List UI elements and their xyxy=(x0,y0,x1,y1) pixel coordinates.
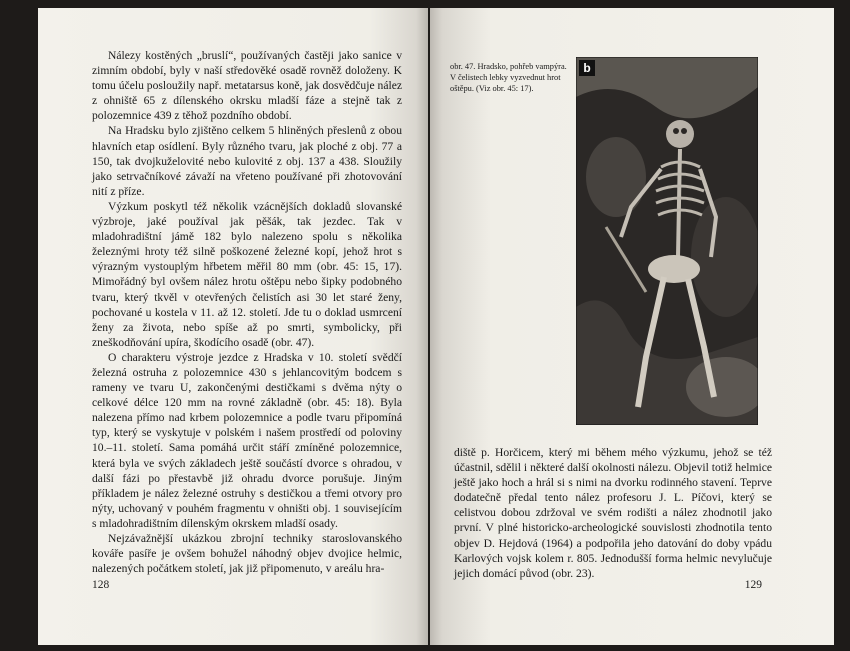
page-number: 128 xyxy=(92,579,110,591)
right-page-text xyxy=(454,445,772,581)
left-page xyxy=(38,8,428,645)
page-number: 129 xyxy=(744,579,762,591)
paragraph: Nálezy kostěných „bruslí“, používaných častěji jako sanice v zimním období, byly v naší středověké osadě rovněž doloženy. K tomu účelu posloužily např. metatarsus koně, jak dosvědčuje nález z ohniště 65 z dílenského okrsku mladší fáze a stejně tak z polozemnice 439 z těhož pozdního období. xyxy=(92,49,402,123)
paragraph: diště p. Horčicem, který mi během mého výzkumu, jehož se též účastnil, sdělil i některé další okolnosti nálezu. Objevil totiž helmice ještě jako hoch a hrál si s nimi na dvorku rodinného stavení. Teprve dodatečně předal tento nález profesoru J. L. Píčovi, který se celistvou dobou zdržoval ve svém rodišti a nález zhodnotil jako první. V plné historicko-archeologické souvislosti zhodnotila tento objev D. Hejdová (1964) a podpořila jeho datování do doby vpádu Karlových vojsk kolem r. 805. Jednodušší forma helmic nevylučuje jejich domácí původ (obr. 23). xyxy=(454,446,772,580)
photo-label: b xyxy=(579,60,595,76)
skeleton-illustration xyxy=(576,57,758,425)
right-page xyxy=(430,8,834,645)
paragraph: Nejzávažnější ukázkou zbrojní techniky staroslovanského kováře pasíře je ovšem bohužel náhodný objev dvojice helmic, nalezených počátkem století, jak již připomenuto, v areálu hra- xyxy=(92,532,402,576)
paragraph: O charakteru výstroje jezdce z Hradska v 10. století svědčí železná ostruha z polozemnice 430 s jehlancovitým bodcem s rameny ve tvaru U, zakončenými destičkami s dvěma nýty o celkové délce 120 mm na rovné základně (obr. 45: 18). Byla nalezena přímo nad krbem polozemnice a podle tvaru připomíná typ, který se vyskytuje v polském i našem prostředí od poloviny 10.–11. století. Sama pomáhá určit stáří zmíněné polozemnice, která byla ve svých základech ještě součástí dvorce s ohradou, v další fázi po přestavbě již ohradu dvorce porušuje. Jiným příkladem je nález železné ostruhy s destičkou a třemi otvory pro nýty, uchovaný v pouhém fragmentu v ohništi obj. 1 souvisejícím s mladohradištním dílenským okrskem mladší osady. xyxy=(92,350,402,530)
paragraph: Na Hradsku bylo zjištěno celkem 5 hliněných přeslenů z obou hlavních etap osídlení. Byly různého tvaru, jak ploché z obj. 77 a 150, tak dvojkuželovité nebo kulovité z obj. 137 a 438. Sloužily jako setrvačníkové závaží na vřeteno používané při zhotovování nití z příze. xyxy=(92,124,402,198)
figure-caption: obr. 47. Hradsko, pohřeb vampýra. V čelistech lebky vyzvednut hrot oštěpu. (Viz obr. 45: 17). xyxy=(450,62,567,93)
paragraph: Výzkum poskytl též několik vzácnějších dokladů slovanské výzbroje, jaké používal jak pěšák, tak jezdec. Tak v mladohradištní jámě 182 bylo nalezeno spolu s několika železnými hroty též silně poškozené železné kopí, jehož hrot s výrazným vystouplým hřbetem měřil 80 mm (obr. 45: 15, 17). Mimořádný byl ovšem nález hrotu oštěpu nebo šipky podobného tvaru, který tkvěl v otevřených čelistích asi 30 let staré ženy, pochované u kostela v 11. až 12. století. Jde tu o doklad usmrcení ženy za života, nebo spíše až po smrti, symbolicky, při zneškodňování upíra, škodícího osadě (obr. 47). xyxy=(92,199,402,349)
skeleton-photo xyxy=(576,57,758,425)
left-page-text xyxy=(92,48,402,576)
